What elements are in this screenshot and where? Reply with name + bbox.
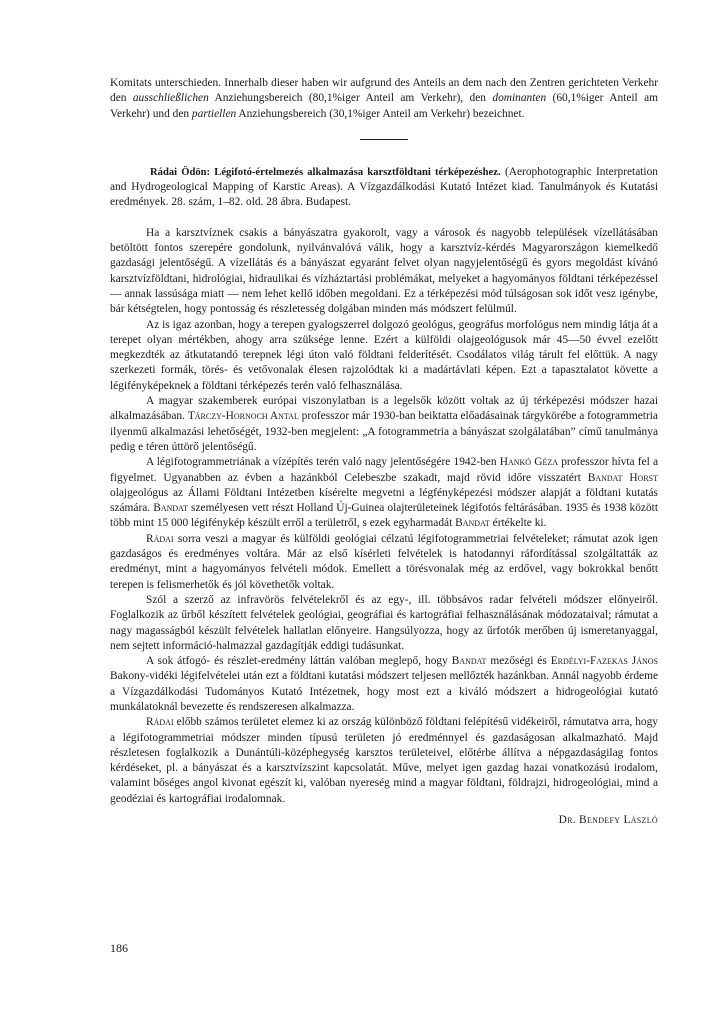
page-number: 186 xyxy=(110,941,128,955)
text-run: személyesen vett részt Holland Új-Guinea olajterületeinek légifotós feltárásában. 1935 és 1938 között több mint 15 000 légifénykép készült erről a területről, s ezek egyharmadát xyxy=(110,502,658,530)
document-page xyxy=(110,76,658,828)
person-name: Tárczy-Hornoch Antal xyxy=(187,410,299,423)
section-divider xyxy=(360,139,408,140)
body-paragraph-8 xyxy=(110,715,658,807)
text-run: előbb számos területet elemez ki az ország különböző földtani felépítésű vidékeiről, rámutatva arra, hogy a légifotogrammetriai módszer minden típusú területen jó eredménnyel és gazdaságosan alkalmazható. Majd részletesen foglalkozik a Dunántúli-középhegység karsztos területeivel, előtérbe állítva a népgazdaságilag fontos kérdéseket, pl. a bányászat és a karsztvízszint kapcsolatát. Műve, melyet igen gazdag hazai vonatkozású irodalom, valamint bőséges angol kivonat egészít ki, valóban nyereség mind a magyar földtani, földrajzi, hidrogeológiai, mind a geodéziai és kartográfiai irodalomnak. xyxy=(110,716,658,805)
text-run: professzor hívta fel a figyelmet. Ugyanabben az évben a hazánkból Celebeszbe szakadt, majd rövid időre visszatért xyxy=(110,456,659,484)
body-paragraph-6: Szól a szerző az infravörös felvételekről és az egy-, ill. többsávos radar felvételi módszer előnyeiről. Foglalkozik az űrből készített felvételek geológiai, geográfiai és kartográfiai felhasználásának módozataival; rámutat a nagy magasságból készült felvételek hallatlan előnyeire. Hangsúlyozza, hogy az űrfotók merőben új ismeretanyaggal, nem sejtett információ-halmazzal gazdagítják eddigi tudásunkat. xyxy=(110,593,658,652)
text-run: Komitats unterschieden. Innerhalb dieser haben wir aufgrund des Anteils an dem nach den Zentren gerichteten Verkehr den xyxy=(110,77,658,105)
person-name: Erdélyi-Fazekas János xyxy=(550,655,659,668)
text-run: Anziehungsbereich (80,1%iger Anteil am Verkehr), den xyxy=(208,92,493,105)
intro-paragraph xyxy=(110,76,658,122)
text-run: értékelte ki. xyxy=(489,517,547,530)
author-signature: Dr. Bendefy László xyxy=(558,814,658,827)
text-run: A magyar szakemberek európai viszonylatban is a legelsők között voltak az új térképezési módszer hazai alkalmazásában. xyxy=(110,395,658,423)
body-paragraph-2: Az is igaz azonban, hogy a terepen gyalogszerrel dolgozó geológus, geográfus morfológus nem mindig látja át a terepet olyan mértékben, ahogy arra szüksége lenne. Ezért a külföldi olajgeológusok már 45—50 évvel ezelőtt megkezdték az átkutatandó terepnek légi úton való földtani felderítését. Csodálatos világ tárult fel előttük. A nagy szerkezeti formák, törés- és vetővonalak élesen rajzolódtak ki a madártávlati képen. Ezt a tapasztalatot követte a légifényképeknek a földtani térképezés terén való felhasználása. xyxy=(110,318,658,392)
person-name: Bandat xyxy=(153,502,188,515)
text-run: A sok átfogó- és részlet-eredmény láttán valóban meglepő, hogy xyxy=(146,655,452,668)
text-run: olajgeológus az Állami Földtani Intézetben kísérelte megvetni a légfényképezési módszer alapját a földtani kutatás számára. xyxy=(110,486,658,515)
review-bibliographic-info: (Aerophotographic Interpretation and Hydrogeological Mapping of Karstic Areas). A Vízgazdálkodási Kutató Intézet kiad. Tanulmányok és Kutatási eredmények. 28. szám, 1–82. old. 28 ábra. Budapest. xyxy=(110,165,658,209)
person-name: Bandat xyxy=(455,517,490,530)
review-heading xyxy=(110,165,658,211)
text-run: Bakony-vidéki légifelvételei után ezt a földtani kutatási módszert teljesen mellőzték hazánkban. Annál nagyobb érdeme a Vízgazdálkodási Tudományos Kutató Intézetnek, hogy most ezt a kiváló módszert a hidrogeológiai kutató munkálatoknál bevezette és rendszeresen alkalmazza. xyxy=(110,670,658,713)
body-paragraph-4 xyxy=(110,455,658,531)
text-run: Anziehungsbereich (30,1%iger Anteil am Verkehr) bezeichnet. xyxy=(236,107,525,120)
text-run: A légifotogrammetriának a vízépítés terén való nagy jelentőségére 1942-ben xyxy=(146,456,500,469)
emphasis-text: dominanten xyxy=(492,92,547,105)
body-paragraph-5 xyxy=(110,532,658,593)
emphasis-text: ausschließlichen xyxy=(132,92,209,105)
body-paragraph-1: Ha a karsztvíznek csakis a bányászatra gyakorolt, vagy a városok és nagyobb települések vízellátásában betöltött fontos szerepére gondolunk, nyilvánvalóvá válik, hogy a karsztvíz-kérdés Magyarországon kiemelkedő gazdasági jelentőségű. A vízellátás és a bányászat egyaránt felvet olyan nagyjelentőségű és gyors megoldást kívánó karsztvízföldtani, hidrológiai, hidraulikai és vízháztartási problémákat, melyeket a hagyományos földtani térképezéssel — annak lassúsága miatt — nem lehet kellő időben megoldani. Ez a térképezési mód túlságosan sok időt vesz igénybe, bár kétségtelen, hogy pontosság és részletesség dolgában minden más módszert felülmúl. xyxy=(110,226,658,316)
person-name: Rádai xyxy=(146,532,174,545)
body-paragraph-7 xyxy=(110,654,658,715)
body-paragraph-3 xyxy=(110,394,658,455)
person-name: Hankó Géza xyxy=(499,456,559,469)
text-run: mezőségi és xyxy=(486,655,551,668)
text-run: professzor már 1930-ban beiktatta előadásainak tárgykörébe a fotogrammetria ilyenmű alkalmazási lehetőségét, 1932-ben megjelent: „A fotogrammetria a bányászat szolgálatában” című tanulmánya pedig e téren úttörő jelentőségű. xyxy=(110,410,658,453)
emphasis-text: partiellen xyxy=(191,107,237,120)
person-name: Rádai xyxy=(146,716,174,729)
text-run: sorra veszi a magyar és külföldi geológiai célzatú légifotogrammetriai felvételeket; rámutat azok igen gazdaságos és eredményes voltára. Már az első kísérleti felvételek is hatodannyi ráfordítással szolgáltatták az eredményt, mint a hagyományos felvételi módok. Emellett a törésvonalak még az erdővel, vagy bokrokkal benőtt terepen is felismerhetők és jól követhetők voltak. xyxy=(110,532,658,591)
person-name: Bandat Horst xyxy=(587,471,658,484)
person-name: Bandat xyxy=(451,655,487,668)
text-run: (60,1%iger Anteil am Verkehr) und den xyxy=(110,92,659,120)
review-title: Rádai Ödön: Légifotó-értelmezés alkalmazása karsztföldtani térképezéshez. xyxy=(150,166,501,178)
